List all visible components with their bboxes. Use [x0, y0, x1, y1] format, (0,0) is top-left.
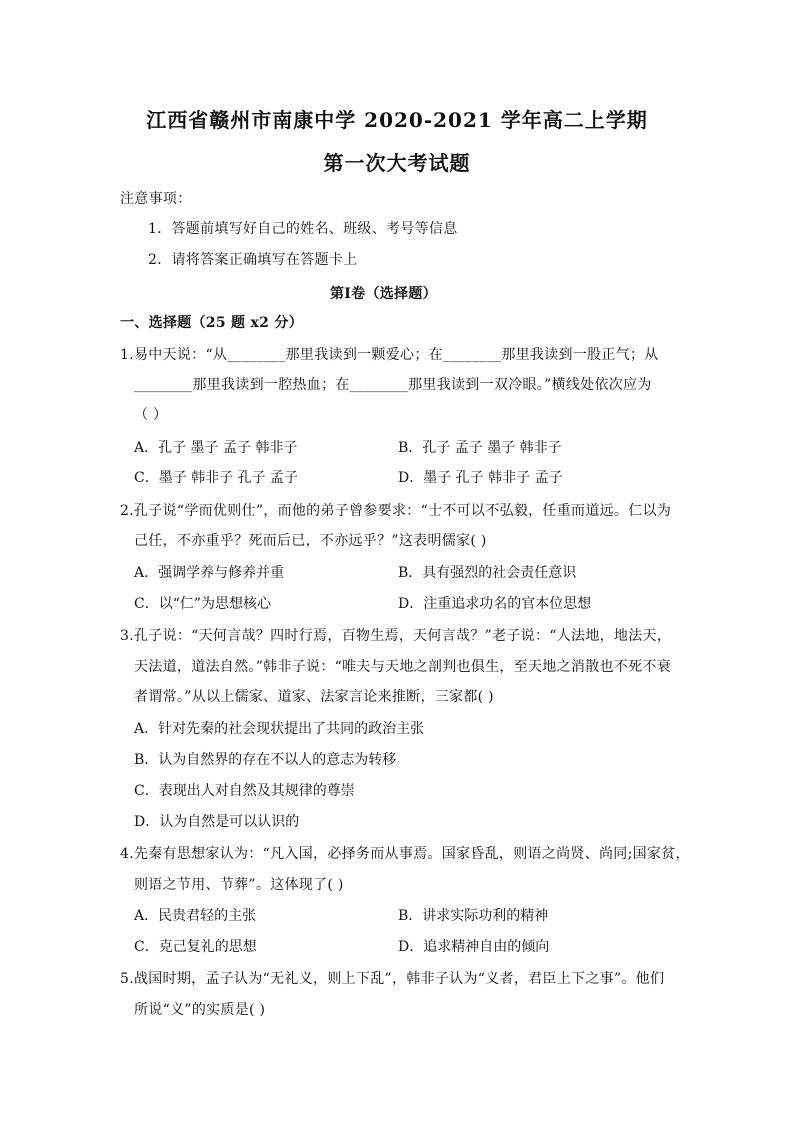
exam-title: 江西省赣州市南康中学 2020-2021 学年高二上学期	[146, 108, 648, 132]
question-1-option-a: A．孔子 墨子 孟子 韩非子	[134, 440, 298, 456]
question-4-option-a: A．民贵君轻的主张	[134, 908, 257, 924]
question-3-option-b: B．认为自然界的存在不以人的意志为转移	[134, 752, 397, 768]
question-3-option-d: D．认为自然是可以认识的	[134, 814, 300, 830]
question-1-line: （ ）	[134, 407, 168, 423]
question-1-option-b: B．孔子 孟子 墨子 韩非子	[398, 440, 562, 456]
question-4-line: 4.先秦有思想家认为：“凡入国，必择务而从事焉。国家昏乱，则语之尚贤、尚同;国家贫，	[120, 846, 690, 862]
question-4-option-c: C．克己复礼的思想	[134, 939, 257, 955]
question-3-option-c: C．表现出人对自然及其规律的尊崇	[134, 783, 355, 799]
question-3-option-a: A．针对先秦的社会现状提出了共同的政治主张	[134, 721, 425, 737]
notes-heading: 注意事项：	[120, 191, 192, 207]
note-item: 1．答题前填写好自己的姓名、班级、考号等信息	[148, 221, 458, 237]
question-4-option-b: B．讲求实际功利的精神	[398, 908, 549, 924]
question-2-line: 己任，不亦重乎？死而后已，不亦远乎？”这表明儒家( )	[134, 533, 487, 549]
question-1-line: ________那里我读到一腔热血；在________那里我读到一双冷眼。”横线处依次应为	[134, 377, 652, 393]
question-4-option-d: D．追求精神自由的倾向	[398, 939, 550, 955]
question-3-line: 3.孔子说：“天何言哉？四时行焉，百物生焉，天何言哉？”老子说：“人法地，地法天，	[120, 628, 672, 644]
question-4-line: 则语之节用、节葬”。这体现了( )	[134, 877, 344, 893]
exam-subtitle: 第一次大考试题	[323, 151, 471, 175]
question-2-option-a: A．强调学养与修养并重	[134, 565, 285, 581]
question-1-option-d: D．墨子 孔子 韩非子 孟子	[398, 470, 563, 486]
question-5-line: 5.战国时期，孟子认为“无礼义，则上下乱”，韩非子认为“义者，君臣上下之事”。他们	[120, 971, 665, 987]
question-3-line: 天法道，道法自然。”韩非子说：“唯夫与天地之剖判也俱生，至天地之消散也不死不衰	[134, 659, 672, 675]
question-1-line: 1.易中天说：“从________那里我读到一颗爱心；在________那里我读到一股正气；从	[120, 347, 659, 363]
question-1-option-c: C．墨子 韩非子 孔子 孟子	[134, 470, 299, 486]
section-title: 第Ⅰ卷（选择题）	[330, 286, 437, 302]
note-item: 2．请将答案正确填写在答题卡上	[148, 252, 358, 268]
question-3-line: 者谓常。”从以上儒家、道家、法家言论来推断，三家都( )	[134, 689, 494, 705]
question-2-line: 2.孔子说“学而优则仕”，而他的弟子曾参要求：“士不可以不弘毅，任重而道远。仁以为	[120, 503, 672, 519]
question-2-option-c: C．以“仁”为思想核心	[134, 596, 272, 612]
question-5-line: 所说“义”的实质是( )	[134, 1002, 266, 1018]
question-2-option-d: D．注重追求功名的官本位思想	[398, 596, 592, 612]
question-2-option-b: B．具有强烈的社会责任意识	[398, 565, 577, 581]
part-title: 一、选择题（25 题 x2 分）	[120, 315, 303, 331]
